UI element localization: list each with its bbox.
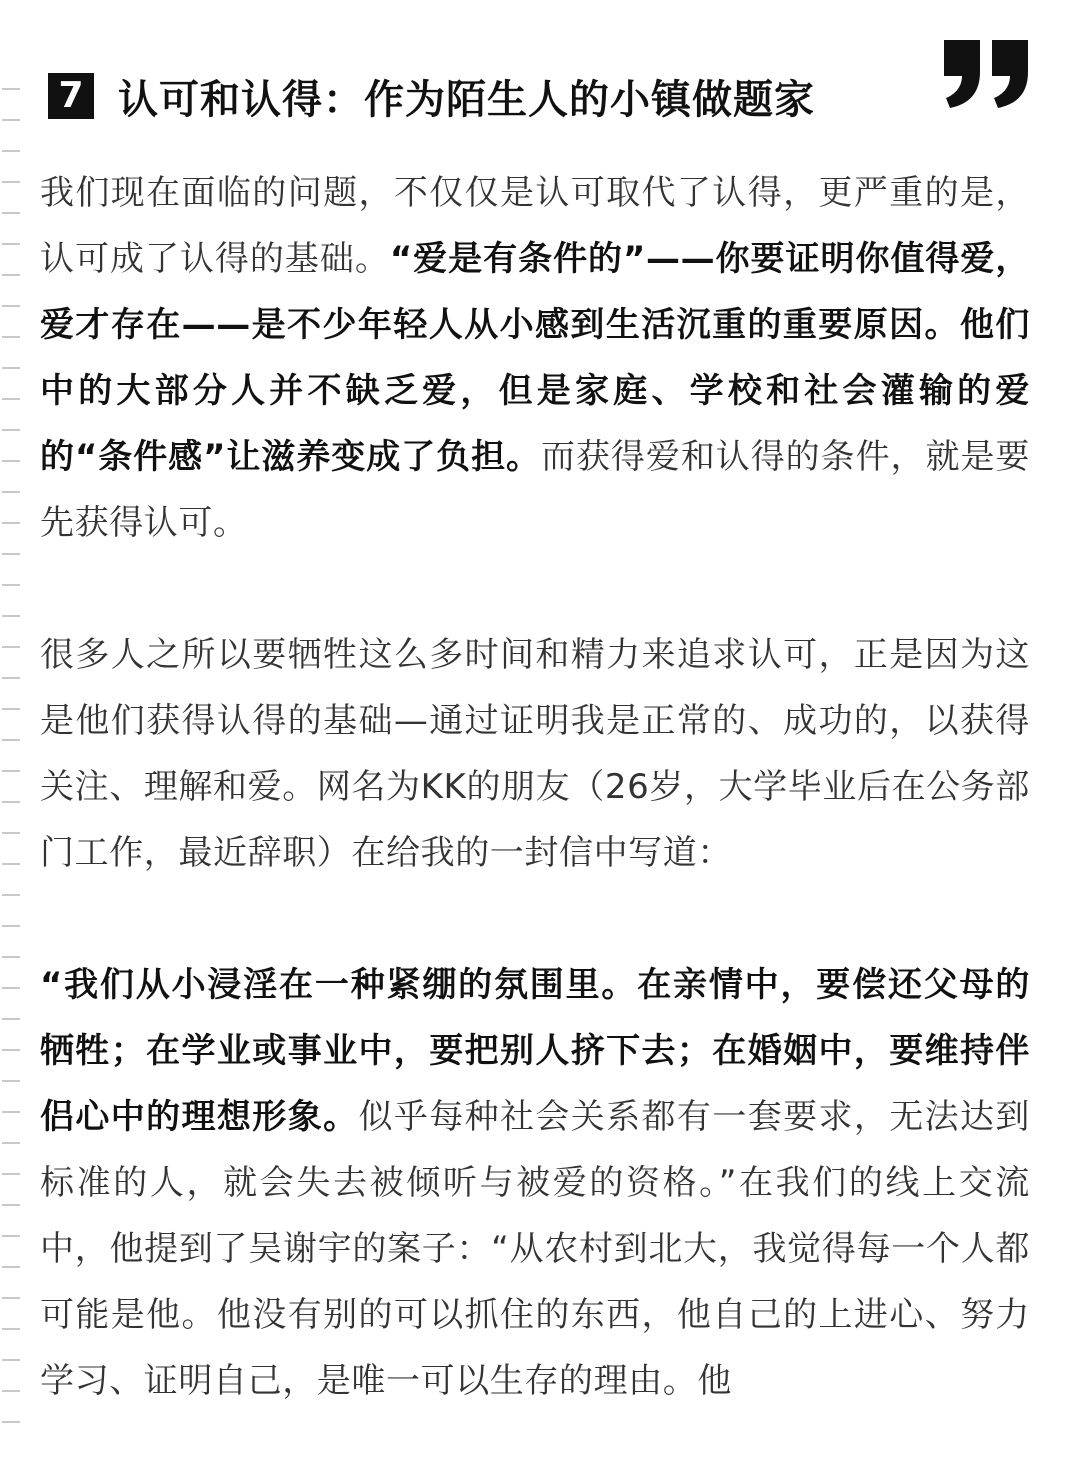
closing-quote-icon — [940, 38, 1032, 110]
paragraph-1 — [40, 160, 1030, 556]
text-segment: 似乎每种社会关系都有一套要求，无法达到标准的人，就会失去被倾听与被爱的资格。”在我们的线上交流中，他提到了吴谢宇的案子：“从农村到北大，我觉得每一个人都可能是他。他没有别的可以抓住的东西，他自己的上进心、努力学习、证明自己，是唯一可以生存的理由。他 — [40, 1097, 1030, 1401]
paragraph-2 — [40, 622, 1030, 886]
bold-text-segment: “爱是有条件的”——你要证明你值得爱，爱才存在——是不少年轻人从小感到生活沉重的重要原因。他们中的大部分人并不缺乏爱，但是家庭、学校和社会灌输的爱的“条件感”让滋养变成了负担。 — [40, 239, 1030, 477]
margin-dash-decoration — [2, 88, 20, 1428]
bold-text-segment: “我们从小浸淫在一种紧绷的氛围里。在亲情中，要偿还父母的牺牲；在学业或事业中，要把别人挤下去；在婚姻中，要维持伴侣心中的理想形象。 — [40, 965, 1030, 1137]
section-number-badge: 7 — [48, 73, 94, 119]
text-segment: 我们现在面临的问题，不仅仅是认可取代了认得，更严重的是，认可成了认得的基础。 — [40, 173, 1030, 279]
paragraph-3 — [40, 952, 1030, 1414]
section-title: 认可和认得：作为陌生人的小镇做题家 — [118, 76, 815, 123]
text-segment: 很多人之所以要牺牲这么多时间和精力来追求认可，正是因为这是他们获得认得的基础—通过证明我是正常的、成功的，以获得关注、理解和爱。网名为KK的朋友（26岁，大学毕业后在公务部门工作，最近辞职）在给我的一封信中写道： — [40, 635, 1030, 873]
article-body — [40, 160, 1030, 1480]
section-header — [48, 66, 815, 126]
text-segment: 而获得爱和认得的条件，就是要先获得认可。 — [40, 437, 1030, 543]
